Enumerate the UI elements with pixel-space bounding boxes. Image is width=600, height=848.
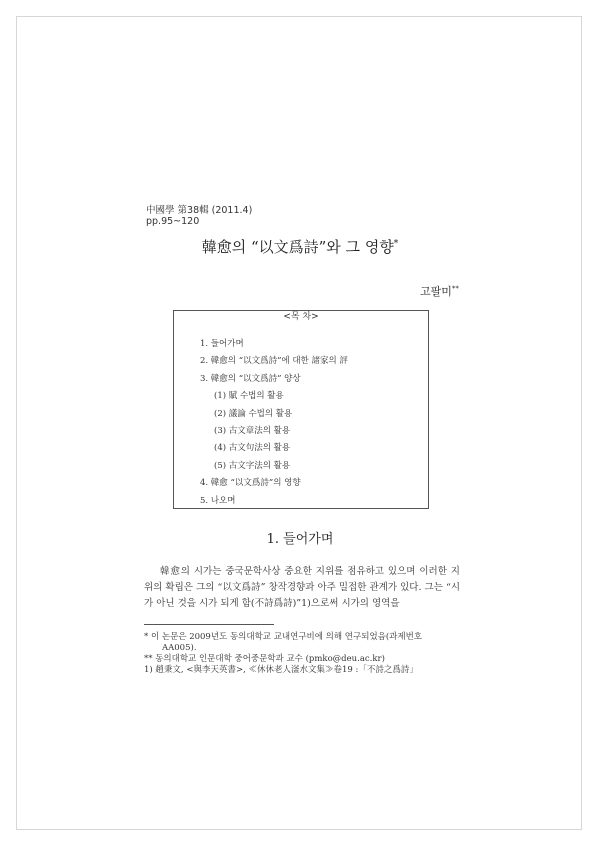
toc-item: 2. 韓愈의 “以文爲詩”에 대한 諸家의 評	[200, 356, 348, 367]
journal-info	[146, 205, 252, 227]
toc-subitem: (1) 賦 수법의 활용	[214, 391, 284, 402]
footnote-1	[144, 632, 464, 654]
paper-title-text: 韓愈의 “以文爲詩”와 그 영향	[201, 238, 394, 256]
toc-subitem: (3) 古文章法의 활용	[214, 426, 291, 437]
journal-volume: 中國學 第38輯 (2011.4)	[146, 205, 253, 216]
section-heading: 1. 들어가며	[266, 532, 334, 547]
body-text	[144, 564, 460, 612]
footnotes	[144, 632, 464, 676]
author	[420, 283, 459, 299]
toc-subitem: (5) 古文字法의 활용	[214, 460, 291, 471]
title-footnote-marker: *	[393, 239, 399, 249]
footnote-2: ** 동의대학교 인문대학 중어중문학과 교수 (pmko@deu.ac.kr)	[144, 654, 385, 664]
toc-item: 1. 들어가며	[200, 339, 244, 349]
toc-item: 5. 나오며	[200, 495, 236, 506]
journal-pages: pp.95~120	[146, 216, 200, 227]
footnote-divider	[144, 624, 274, 625]
table-of-contents	[173, 310, 429, 509]
toc-header: <목 차>	[174, 309, 428, 322]
footnote-1-text: * 이 논문은 2009년도 동의대학교 교내연구비에 의해 연구되었음(과제번호	[144, 632, 423, 642]
toc-list	[200, 336, 348, 510]
toc-subitem: (4) 古文句法의 활용	[214, 443, 291, 454]
author-footnote-marker: **	[451, 284, 459, 293]
toc-item: 4. 韓愈 “以文爲詩”의 영향	[200, 478, 301, 489]
author-name: 고팔미	[420, 285, 452, 298]
toc-item: 3. 韓愈의 “以文爲詩” 양상	[200, 373, 301, 384]
footnote-3: 1) 趙秉文, <與李天英書>, ≪休休老人滏水文集≫卷19 :「不詩之爲詩」	[144, 665, 418, 675]
footnote-1-continued: AA005).	[162, 643, 197, 653]
paper-title	[0, 236, 600, 257]
body-paragraph: 韓愈의 시가는 중국문학사상 중요한 지위를 점유하고 있으며 이러한 지위의 확립은 그의 “以文爲詩” 창작경향과 아주 밀접한 관계가 있다. 그는 “시가 아닌 것을 시가 되게 함(不詩爲詩)”1)으로써 시가의 영역을	[144, 566, 460, 609]
toc-subitem: (2) 議論 수법의 활용	[214, 408, 293, 419]
